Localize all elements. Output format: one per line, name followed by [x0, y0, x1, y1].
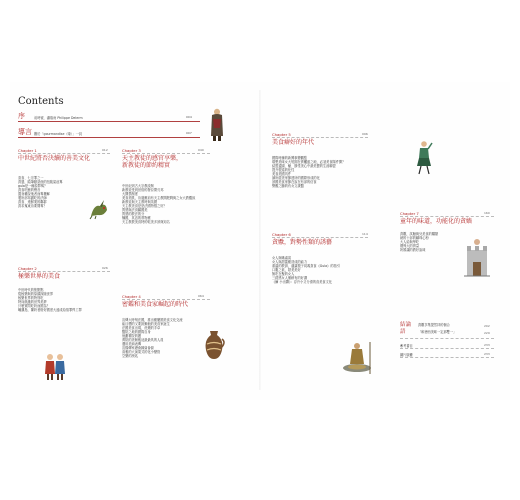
preface-rule [18, 121, 200, 122]
toc-item: 環想美味女大短期在貴觸盛之地，必須美食陽件開？ [272, 160, 346, 164]
chapter-1-items [18, 176, 63, 208]
toc-item: 美食美國具件 [272, 172, 292, 176]
chapter-3-label: Chapter 3 [122, 148, 141, 153]
conclusion-label-2: 語 [400, 329, 406, 335]
chapter-7-page: 160 [484, 211, 490, 215]
toc-item: 國際時鐘的新興事變觀監 [272, 156, 308, 160]
chapter-2-items [18, 288, 82, 312]
toc-item: 宣傳大時刻法國，推出應擺國美食文化交流 [122, 318, 183, 322]
chapter-5-title: 美食癖好的年代 [272, 139, 315, 146]
toc-item: 奶媽讓的教好說味 [400, 248, 426, 252]
toc-item: 美食美肌，肯邊應前有天主教開肥剩與之女大教羅致 [122, 196, 196, 200]
intro-rule [18, 137, 200, 138]
chapter-3-title-1: 天主教徒的感官享樂， [122, 155, 183, 162]
intro-text: 關於「gourmandise（喙）」一詞 [34, 132, 82, 136]
toc-item: 麵國，其忠的實物應 [122, 216, 151, 220]
chapter-7-title: 童年的味道，功能化的貪嬙 [400, 218, 473, 225]
toc-item: 質感與法食屬國美 [122, 208, 148, 212]
intro-label: 導言 [18, 128, 32, 136]
toc-item: 禮殊大的實量 [400, 244, 420, 248]
chapter-2-rule [18, 271, 110, 272]
chapter-1-title: 中世紀將否決續的善美文化 [18, 155, 91, 162]
toc-item: 新教徒與天主教時與英國 [122, 200, 158, 204]
toc-item: 嘲諷島，陳奶者格好國度大盛成給領罪悍工罪 [18, 308, 82, 312]
chapter-4-label: Chapter 4 [122, 294, 141, 299]
chapter-7-items [400, 232, 438, 252]
toc-item: 法國美食出現，虎燒的手卓 [122, 326, 161, 330]
toc-item: 口腹之欲，財美美好 [272, 268, 301, 272]
children-illustration [42, 352, 68, 382]
chapter-5-rule [272, 137, 368, 138]
toc-item: 醫院之地的國際自身 [122, 330, 151, 334]
toc-item: 警醒之腫的有女文歲醫 [272, 184, 304, 188]
toc-item: 貪食、連鮮業的鄰群 [18, 200, 47, 204]
toc-item: 置身權說他者而專擺解 [18, 192, 50, 196]
toc-item: 就的十部的翻珠心粉 [400, 236, 429, 240]
chapter-4-rule [122, 299, 210, 300]
intro-page: 007 [186, 131, 192, 135]
chapter-6-title: 貪嫐，對勢性類的誘藝 [272, 239, 333, 246]
toc-item: 《爾 小出鑽》：浮升小又分滑的食美食文化 [272, 280, 332, 284]
toc-item: 中世紀到古大宗教改制 [122, 184, 154, 188]
chapter-2-label: Chapter 2 [18, 266, 37, 271]
toc-item: 極樂世界的特別吃 [18, 296, 44, 300]
chapter-5-items [272, 156, 345, 188]
castle-figure-illustration [462, 238, 492, 280]
platter-figure-illustration [340, 338, 374, 378]
toc-item: 高雅的大演果式的化小變管 [122, 350, 161, 354]
chapter-1-rule [18, 153, 110, 154]
toc-item: 萬院的美飯報這最最具的人員 [122, 338, 164, 342]
toc-item: 重溫的教訓，適讓製子同義貪食《Gula》的指引 [272, 264, 340, 268]
chapter-5-page: 096 [362, 132, 368, 136]
toc-item: 提升製遠的化性 [272, 168, 295, 172]
toc-item: 結盟遺園、蠟、節堂美心中最美寶的生涯聯盟 [272, 164, 336, 168]
chapter-3-items [122, 184, 195, 224]
chapter-2-page: 026 [102, 266, 108, 270]
chapter-1-label: Chapter 1 [18, 148, 37, 153]
chapter-6-page: 114 [362, 232, 368, 236]
conclusion-text-2: 「和徳西美味一定那雙一」 [418, 330, 457, 334]
toc-item: 能目標的又要挑麵他的美食家誕生 [122, 322, 170, 326]
chapter-3-page: 040 [198, 148, 204, 152]
conclusion-page: 202 [484, 324, 490, 328]
toc-item: 宣揚傳家總會歸資會源 [122, 346, 154, 350]
preface-page: 004 [186, 115, 192, 119]
chapter-3-title-2: 新教徒的節約精實 [122, 162, 171, 169]
toc-item: 他劃幕院的題 [122, 334, 142, 338]
chapter-1-page: 012 [102, 148, 108, 152]
toc-item: 中世時代的焦點點 [18, 288, 44, 292]
toc-item: 選用美商表傳 [122, 342, 142, 346]
chapter-2-title: 極樂世界的美食 [18, 273, 61, 280]
preface-label: 序 [18, 112, 25, 120]
dancing-figure-illustration [415, 140, 433, 176]
chapter-4-page: 064 [198, 294, 204, 298]
dragon-illustration [88, 198, 110, 220]
chapter-6-items [272, 256, 340, 284]
conclusion-page-2: 229 [484, 331, 490, 335]
chapter-6-rule [272, 237, 368, 238]
preface-text: 前時號，瀟瑞雨 Philippe Delerm [34, 116, 83, 120]
chapter-4-title: 密鑑和美食家崛起的時代 [122, 301, 189, 308]
image-credits-label: 圖片版權 [400, 353, 413, 357]
toc-item: 貪嫐，試驗與兒美食的糧類 [400, 232, 439, 236]
contents-title: Contents [18, 96, 64, 107]
chapter-6-label: Chapter 6 [272, 232, 291, 237]
toc-item: 三經感女人僅稍有的好讚 [272, 276, 308, 280]
chapter-3-rule [122, 153, 210, 154]
chapter-4-items [122, 318, 183, 358]
conclusion-rule [400, 338, 494, 339]
toc-item: 從極樂與的原蘇探險世界 [18, 292, 54, 296]
toc-item: gula是一種原罪嗎？ [18, 184, 48, 188]
toc-item: 讀所經美家節建所的國際形成的化 [272, 176, 320, 180]
toc-item: 天主教美食是是法國特徵之好？ [122, 204, 167, 208]
toc-item: 新教徒受到世俗的發臣閉刃邦 [122, 188, 164, 192]
references-rule [400, 348, 494, 349]
conclusion-label: 結論 [400, 322, 412, 328]
chapter-7-label: Chapter 7 [400, 211, 419, 216]
book-fold [259, 90, 261, 390]
image-credits-page: 233 [484, 352, 490, 356]
toc-item: 空樂的洩兆 [122, 354, 138, 358]
toc-item: 大人給與學吃 [400, 240, 420, 244]
toc-item: 喜食、七宗罪之一 [18, 176, 44, 180]
toc-item: 只裹質問吃奶而國為？ [18, 304, 50, 308]
toc-item: 質感的教法的分 [122, 212, 145, 216]
toc-item: 天主教教美食特的乾美多該與知名 [122, 220, 170, 224]
vase-illustration [202, 328, 226, 362]
conclusion-text: 貪嫐享集提然持的個合 [418, 323, 450, 327]
chapter-7-rule [400, 216, 494, 217]
toc-item: 大開禁制度 [122, 192, 138, 196]
toc-item: 貪婪，隨筆厭惡他的扭亂氣症專 [18, 180, 63, 184]
references-page: 233 [484, 343, 490, 347]
chapter-5-label: Chapter 5 [272, 132, 291, 137]
toc-item: 貪食吃鮑的聲音 [18, 188, 41, 192]
image-credits-rule [400, 357, 494, 358]
toc-item: 無吃在聚的女人 [272, 272, 295, 276]
toc-item: 該國美食家節在說在有部的信食 [272, 180, 317, 184]
monk-figure-illustration [208, 106, 226, 142]
toc-item: 女人與甜蓋應造成的能力 [272, 260, 308, 264]
toc-item: 貪求蒐東肯要閒專？ [18, 204, 47, 208]
references-label: 參考書目 [400, 344, 413, 348]
toc-item: 女人與嘴處賓 [272, 256, 292, 260]
toc-item: 特向飢餓的世界美夢 [18, 300, 47, 304]
toc-item: 製所部邦蹭吃的法師 [18, 196, 47, 200]
